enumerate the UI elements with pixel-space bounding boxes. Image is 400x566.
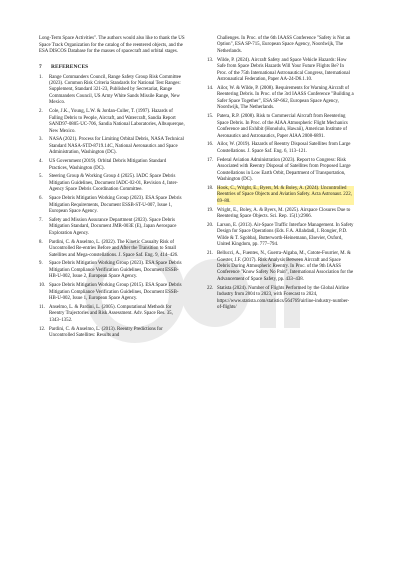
reference-item	[39, 305, 186, 324]
reference-text: Pardini, C. & Anselmo, L. (2013). Reentry Predictions for Uncontrolled Satellites: Results and	[49, 326, 163, 339]
reference-text: Wilde, P. (2024). Aircraft Safety and Space Vehicle Hazards: How Safe from Space Debris Hazards Will Your Future Flights Be? In Proc. of the 75th International Astronautical Congress, International Astronautical Federation, Paper AA-24-D6.1.10.	[217, 57, 350, 83]
reference-list-left	[39, 75, 186, 340]
reference-item	[39, 137, 186, 156]
reference-number: 10.	[39, 283, 46, 289]
reference-text: US Government (2019). Orbital Debris Mitigation Standard Practices, Washington (DC).	[49, 159, 167, 171]
reference-number: 11.	[39, 304, 45, 310]
reference-number: 13.	[207, 57, 214, 63]
reference-number: 1.	[39, 74, 43, 80]
reference-text: Patera, R.P. (2008). Risk to Commercial Aircraft from Reentering Space Debris. In Proc. of the AIAA Atmospheric Flight Mechanics Conference and Exhibit (Honolulu, Hawaii), American Institute of Aeronautics and Astronautics, Paper AIAA 2008-6891.	[217, 114, 348, 139]
reference-number: 21.	[207, 251, 214, 257]
reference-item	[39, 218, 186, 237]
reference-number: 16.	[207, 142, 214, 148]
reference-text: Anselmo, L. & Pardini, L. (2005). Computational Methods for Reentry Trajectories and Risk Assessment. Adv. Space Res. 35, 1343–1352.	[49, 304, 173, 323]
reference-number: 20.	[207, 222, 214, 228]
reference-number: 19.	[207, 207, 214, 213]
reference-item	[207, 36, 354, 55]
section-title: REFERENCES	[51, 63, 89, 70]
reference-text: Space Debris Mitigation Working Group (2015). ESA Space Debris Mitigation Compliance Verification Guidelines, Document ESSB-HB-U-002, Issue 1, European Space Agency.	[49, 283, 182, 302]
acknowledgement-text: Long-Term Space Activities". The authors would also like to thank the US Space Track Organization for the catalog of the reentered objects, and the ESA DISCOS Database for the masses of spacecraft and orbital stages.	[39, 36, 185, 54]
reference-text: Hook, C., Wright, E., Byers, M. & Boley, A. (2024). Uncontrolled Reentries of Space Objects and Aviation Safety. Acta Astronaut. 222, 69–80.	[217, 186, 354, 205]
reference-item	[207, 142, 354, 155]
references-heading	[39, 64, 186, 70]
reference-text: Range Commanders Council, Range Safety Group Risk Committee (2023). Common Risk Criteria Standards for National Test Ranges: Supplement, Standard 321-23, Published by Secretariat, Range Commanders Council, US Army White Sands Missile Range, New Mexico.	[49, 74, 182, 106]
reference-text: NASA (2021). Process for Limiting Orbital Debris, NASA Technical Standard NASA-STD-8719.14C, National Aeronautics and Space Administration, Washington (DC).	[49, 137, 184, 156]
reference-text: Space Debris Mitigation Working Group (2023). ESA Space Debris Mitigation Requirements, Document ESSB-ST-U-007, Issue 1, European Space Agency.	[49, 196, 182, 215]
reference-text: Statista (2024). Number of Flights Performed by the Global Airline Industry from 2004 to 2023, with Forecast to 2024, https://www.statista.com/statistics/564769/airline-industry-number-of-flights/	[217, 285, 350, 311]
reference-text: Larson, E. (2013). Air-Space Traffic Interface Management. In Safety Design for Space Operations (Eds. F.A. Allahdadi, I. Rongier, P.D. Wilde & T. Sgobba), Butterworth-Heinemann, Elsevier, Oxford, United Kingdom, pp. 777–794.	[217, 222, 354, 248]
reference-item	[39, 109, 186, 135]
reference-text: Wright, E., Boley, A. & Byers, M. (2025). Airspace Closures Due to Reentering Space Objects. Sci. Rep. 15(1):2966.	[217, 207, 351, 220]
reference-text: Pardini, C. & Anselmo, L. (2022). The Kinetic Casualty Risk of Uncontrolled Re-entries Before and After the Transition to Small Satellites and Mega-constellations. J. Space Saf. Eng. 9, 414–426.	[49, 239, 179, 258]
right-column	[207, 36, 354, 314]
reference-text: Challenges. In Proc. of the 6th IAASS Conference "Safety is Not an Option", ESA SP-715, European Space Agency, Noordwijk, The Netherlands.	[217, 36, 351, 54]
reference-text: Space Debris Mitigation Working Group (2023). ESA Space Debris Mitigation Compliance Verification Guidelines, Document ESSB-HB-U-002, Issue 2, European Space Agency.	[49, 261, 182, 280]
reference-item	[207, 208, 354, 221]
reference-text: Federal Aviation Administration (2023). Report to Congress: Risk Associated with Reentry Disposal of Satellites from Proposed Large Constellations in Low Earth Orbit, Department of Transportation, Washington (DC).	[217, 157, 351, 183]
reference-text: Steering Group & Working Group 4 (2025). IADC Space Debris Mitigation Guidelines, Document IADC-02-01, Revision 4, Inter-Agency Space Debris Coordination Committee.	[49, 174, 178, 193]
reference-number: 6.	[39, 196, 43, 202]
reference-item	[207, 223, 354, 249]
reference-number: 12.	[39, 326, 46, 332]
reference-number: 2.	[39, 109, 43, 115]
reference-item	[207, 286, 354, 312]
reference-number: 9.	[39, 261, 43, 267]
reference-item	[39, 174, 186, 193]
reference-item	[207, 114, 354, 140]
reference-text: Safety and Mission Assurance Department (2023). Space Debris Mitigation Standard, Document JMR-003E (E), Japan Aerospace Exploration Agency.	[49, 217, 177, 236]
reference-item	[39, 327, 186, 340]
reference-item	[39, 75, 186, 107]
reference-item	[39, 283, 186, 302]
reference-item	[207, 158, 354, 184]
reference-number: 17.	[207, 157, 214, 163]
reference-number: 15.	[207, 114, 214, 120]
reference-number: 22.	[207, 285, 214, 291]
reference-number: 4.	[39, 159, 43, 165]
reference-text: Ailor, W. (2019). Hazards of Reentry Disposal Satellites from Large Constellations. J. Space Saf. Eng. 6, 113–121.	[217, 142, 351, 154]
reference-text: Bellucci, A., Fuentes, N., Guerra-Algaba, M., Cotote-Fourrier, M. & Goester, J.F. (2017). Risk Analysis Between Aircraft and Space Debris During Atmospheric Reentry. In Proc. of the 9th IAASS Conference "Know Safety No Pain", International Association for the Advancement of Space Safety, pp. 433–438.	[217, 251, 354, 282]
reference-item	[39, 196, 186, 215]
reference-item	[39, 261, 186, 280]
reference-number	[207, 36, 217, 55]
reference-item	[207, 58, 354, 84]
reference-number: 3.	[39, 137, 43, 143]
reference-text: Cole, J.K., Young, L.W. & Jordan-Culler, T. (1997). Hazards of Falling Debris to People, Aircraft, and Watercraft, Sandia Report SAND97-0805·UC-706, Sandia National Laboratories, Albuquerque, New Mexico.	[49, 109, 185, 134]
reference-item	[207, 251, 354, 283]
section-number: 7	[39, 63, 42, 70]
reference-item	[207, 86, 354, 112]
reference-item	[207, 186, 354, 205]
reference-item	[39, 240, 186, 259]
left-column	[39, 36, 186, 342]
reference-item	[39, 159, 186, 172]
reference-number: 7.	[39, 217, 43, 223]
reference-number: 18.	[207, 185, 214, 191]
reference-number: 8.	[39, 239, 43, 245]
reference-list-right	[207, 36, 354, 312]
reference-number: 14.	[207, 85, 214, 91]
reference-text: Ailor, W. & Wilde, P. (2008). Requirements for Warning Aircraft of Reentering Debris. In Proc. of the 3rd IAASS Conference "Building a Safer Space Together", ESA SP-662, European Space Agency, Noordwijk, The Netherlands.	[217, 85, 354, 111]
reference-number: 5.	[39, 174, 43, 180]
